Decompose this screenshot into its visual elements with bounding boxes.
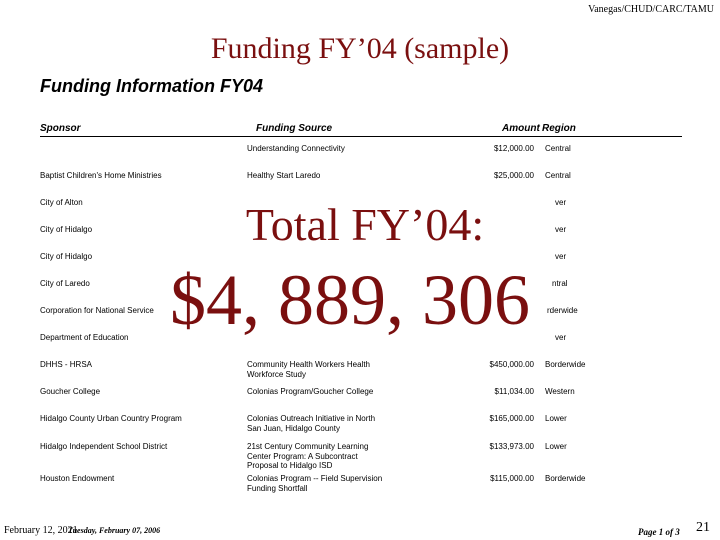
table-cell-amount: $450,000.00 bbox=[489, 360, 534, 369]
document-page-indicator: Page 1 of 3 bbox=[638, 527, 680, 537]
table-cell-amount: $25,000.00 bbox=[493, 171, 534, 180]
slide-number: 21 bbox=[696, 520, 710, 535]
header-divider bbox=[40, 136, 682, 137]
table-cell-source: 21st Century Community Learning Center Program: A Subcontract Proposal to Hidalgo ISD bbox=[247, 442, 369, 470]
column-header-funding-source: Funding Source bbox=[256, 123, 333, 134]
column-header-region: Region bbox=[542, 123, 576, 134]
table-cell-region: ver bbox=[555, 198, 567, 207]
table-cell-region: Lower bbox=[545, 414, 567, 423]
table-cell-sponsor: Department of Education bbox=[40, 333, 129, 342]
table-cell-region: Borderwide bbox=[545, 360, 586, 369]
table-cell-region: Central bbox=[545, 171, 571, 180]
table-cell-sponsor: Houston Endowment bbox=[40, 474, 115, 483]
table-cell-sponsor: Baptist Children's Home Ministries bbox=[40, 171, 162, 180]
table-cell-sponsor: Hidalgo Independent School District bbox=[40, 442, 168, 451]
table-cell-sponsor: Hidalgo County Urban Country Program bbox=[40, 414, 182, 423]
table-cell-sponsor: Corporation for National Service bbox=[40, 306, 154, 315]
column-header-amount: Amount bbox=[502, 123, 540, 134]
table-cell-region: rderwide bbox=[547, 306, 578, 315]
table-cell-source: Colonias Program -- Field Supervision Funding Shortfall bbox=[247, 474, 383, 493]
author-credit: Vanegas/CHUD/CARC/TAMU bbox=[588, 4, 714, 15]
table-cell-region: ver bbox=[555, 252, 567, 261]
table-cell-sponsor: City of Hidalgo bbox=[40, 225, 93, 234]
table-cell-region: Central bbox=[545, 144, 571, 153]
slide-title: Funding FY’04 (sample) bbox=[210, 32, 510, 65]
table-cell-amount: $11,034.00 bbox=[494, 387, 534, 396]
table-cell-amount: $115,000.00 bbox=[490, 474, 534, 483]
total-label: Total FY’04: bbox=[245, 199, 485, 250]
table-cell-source: Colonias Program/Goucher College bbox=[247, 387, 374, 396]
total-amount: $4, 889, 306 bbox=[170, 260, 530, 340]
table-cell-sponsor: DHHS - HRSA bbox=[40, 360, 93, 369]
table-cell-source: Understanding Connectivity bbox=[247, 144, 345, 153]
table-cell-region: ver bbox=[555, 225, 567, 234]
table-cell-source: Community Health Workers Health Workforce Study bbox=[247, 360, 371, 379]
table-cell-region: Lower bbox=[545, 442, 567, 451]
table-cell-amount: $133,973.00 bbox=[489, 442, 534, 451]
table-cell-amount: $12,000.00 bbox=[493, 144, 534, 153]
slide-date: February 12, 2021 bbox=[4, 525, 78, 536]
table-cell-sponsor: City of Laredo bbox=[40, 279, 90, 288]
table-cell-sponsor: City of Alton bbox=[40, 198, 83, 207]
table-cell-amount: $165,000.00 bbox=[489, 414, 534, 423]
table-cell-source: Healthy Start Laredo bbox=[247, 171, 321, 180]
table-cell-region: ver bbox=[555, 333, 567, 342]
table-cell-region: ntral bbox=[552, 279, 568, 288]
table-cell-region: Borderwide bbox=[545, 474, 586, 483]
document-heading: Funding Information FY04 bbox=[40, 76, 263, 96]
table-cell-region: Western bbox=[545, 387, 575, 396]
table-cell-sponsor: Goucher College bbox=[40, 387, 101, 396]
column-header-sponsor: Sponsor bbox=[40, 123, 81, 134]
table-cell-source: Colonias Outreach Initiative in North San Juan, Hidalgo County bbox=[247, 414, 376, 433]
table-cell-sponsor: City of Hidalgo bbox=[40, 252, 93, 261]
document-print-date: Tuesday, February 07, 2006 bbox=[68, 526, 161, 535]
